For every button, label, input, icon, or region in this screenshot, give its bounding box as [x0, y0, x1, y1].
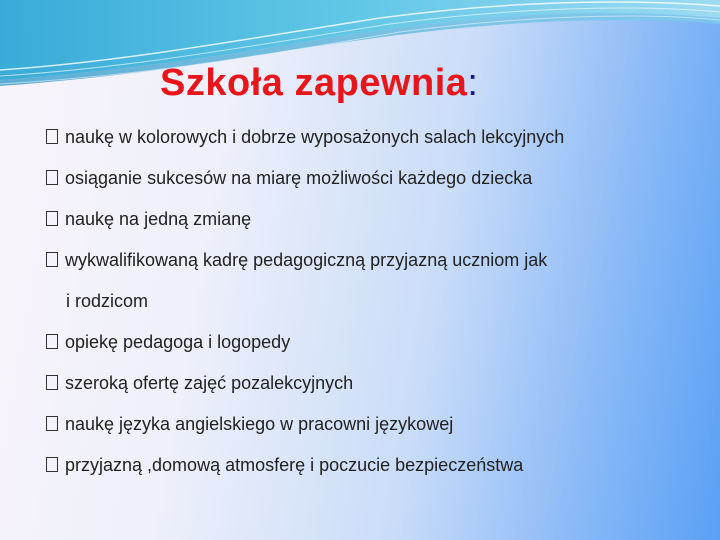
- missing-glyph-box-icon: [46, 129, 58, 144]
- bullet-text: i rodzicom: [66, 291, 149, 311]
- missing-glyph-box-icon: [46, 252, 58, 267]
- bullet-text: przyjazną ,domową atmosferę i poczucie bezpieczeństwa: [65, 455, 524, 475]
- title-text: Szkoła zapewnia: [160, 62, 468, 104]
- bullet-list: [46, 126, 696, 495]
- slide-title: [160, 62, 478, 105]
- missing-glyph-box-icon: [46, 457, 58, 472]
- bullet-item: [46, 167, 696, 189]
- bullet-item: [46, 372, 696, 394]
- bullet-text: naukę języka angielskiego w pracowni językowej: [65, 414, 454, 434]
- bullet-item: [46, 126, 696, 148]
- bullet-item: [46, 331, 696, 353]
- bullet-text: naukę na jedną zmianę: [65, 209, 252, 229]
- bullet-item: [46, 249, 696, 271]
- bullet-text: naukę w kolorowych i dobrze wyposażonych salach lekcyjnych: [65, 127, 565, 147]
- missing-glyph-box-icon: [46, 416, 58, 431]
- title-colon: :: [467, 62, 479, 104]
- bullet-text: osiąganie sukcesów na miarę możliwości każdego dziecka: [65, 168, 533, 188]
- bullet-text: wykwalifikowaną kadrę pedagogiczną przyjazną uczniom jak: [65, 250, 548, 270]
- bullet-text: opiekę pedagoga i logopedy: [65, 332, 291, 352]
- missing-glyph-box-icon: [46, 211, 58, 226]
- missing-glyph-box-icon: [46, 375, 58, 390]
- bullet-text: szeroką ofertę zajęć pozalekcyjnych: [65, 373, 354, 393]
- missing-glyph-box-icon: [46, 334, 58, 349]
- missing-glyph-box-icon: [46, 170, 58, 185]
- bullet-continuation: [46, 290, 696, 312]
- bullet-item: [46, 413, 696, 435]
- bullet-item: [46, 454, 696, 476]
- bullet-item: [46, 208, 696, 230]
